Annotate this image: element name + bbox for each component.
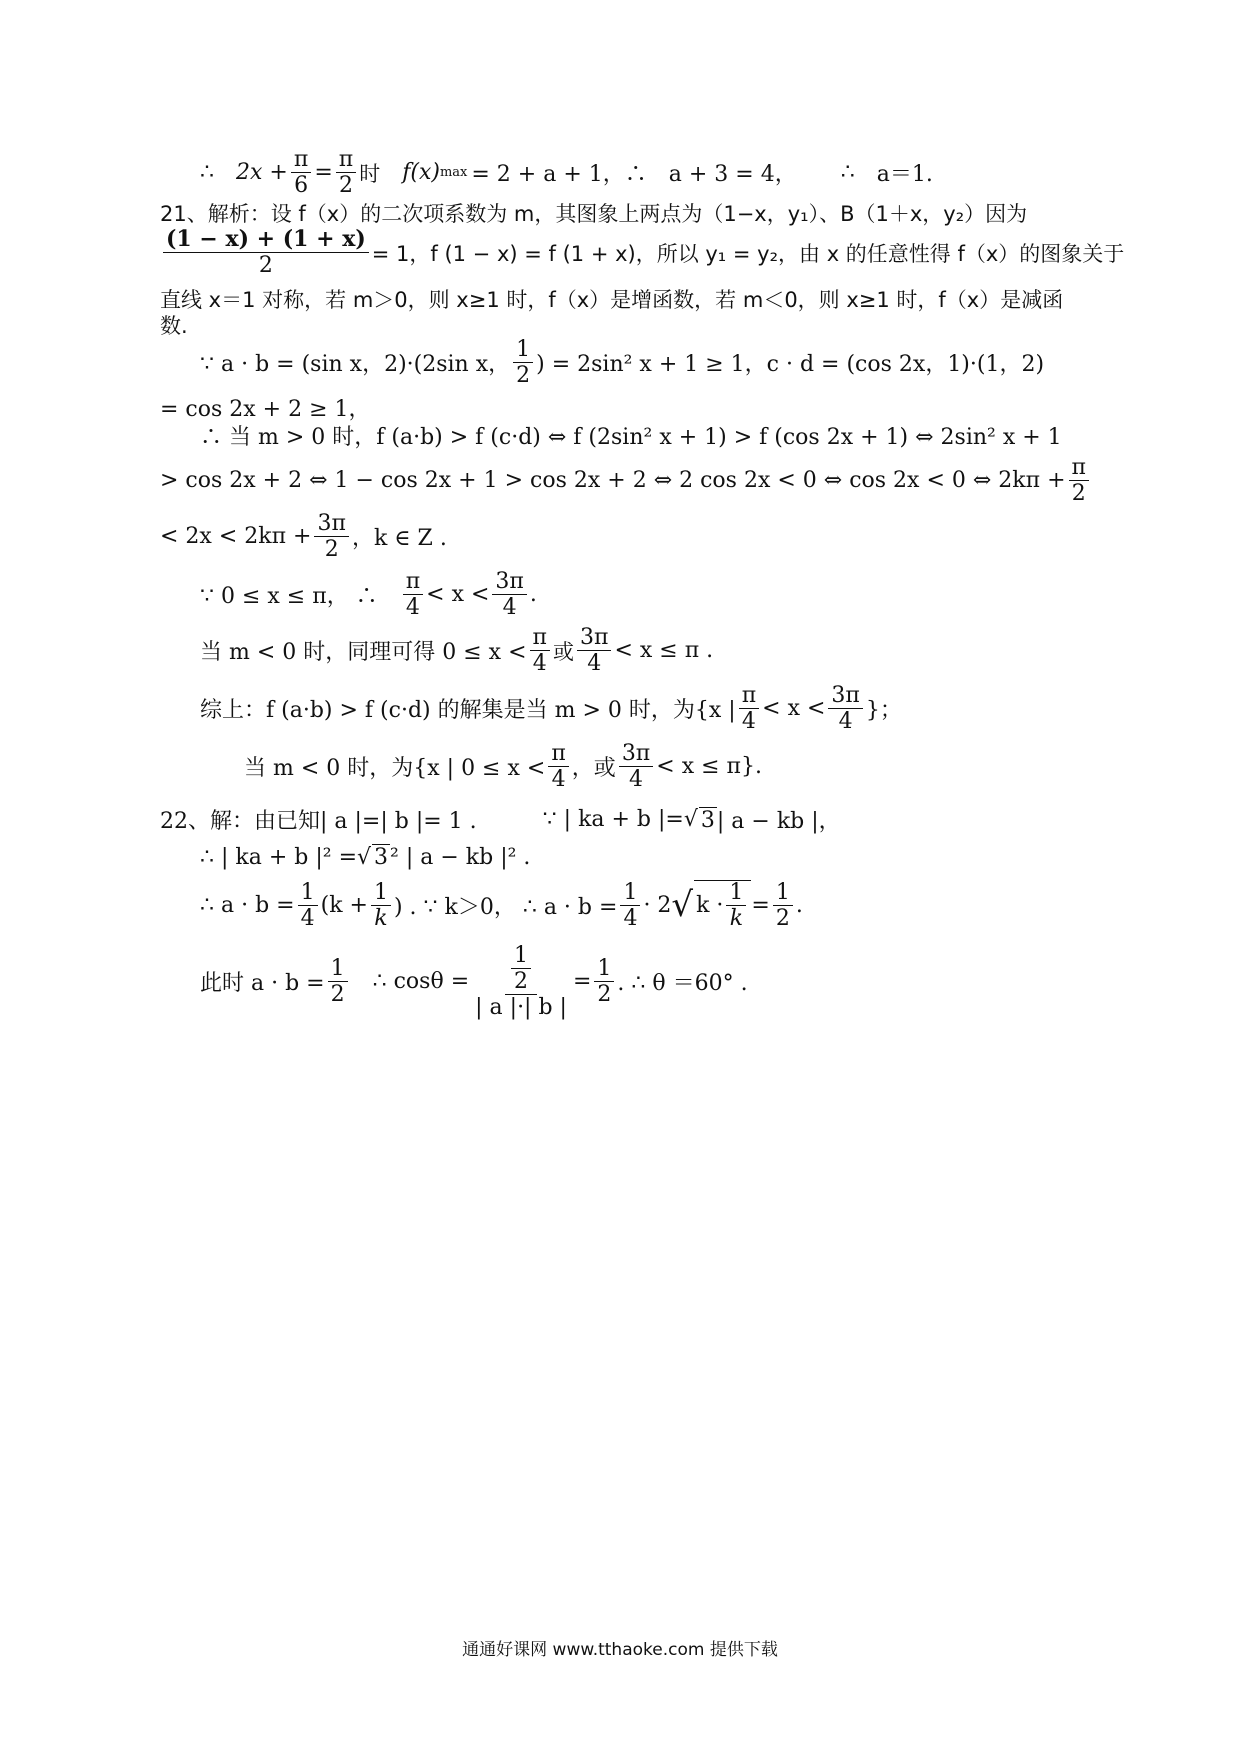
sqrt-content: 3 (700, 807, 715, 833)
p21-line-e (200, 338, 1044, 387)
expression: ∵ | ka + b |= (542, 807, 684, 832)
expression: a + 3 = 4， (668, 162, 797, 188)
fraction: $\frac{3\pi}{4}$ (619, 742, 653, 791)
fraction: $\frac{(1 - x) + (1 + x)}{2}$ (163, 228, 369, 277)
fraction: $\frac{3\pi}{4}$ (492, 570, 526, 619)
fraction: $\frac{1}{2}$ (513, 338, 533, 387)
fraction: $\frac{1}{2}$ (773, 881, 793, 930)
fraction: $\frac{1}{2}$ (328, 957, 348, 1006)
p21-line-h (160, 456, 1092, 505)
expression: ² | a − kb |² . (390, 844, 531, 870)
fraction: $\frac{1}{k}$ (371, 881, 391, 930)
text: 或 (552, 639, 574, 664)
fraction: $\frac{\pi}{4}$ (548, 742, 568, 791)
fraction: $\frac{1}{k}$ (726, 881, 746, 930)
expression: ，k ∈ Z . (351, 526, 447, 552)
p21-line-g (200, 420, 1062, 451)
p22-line-d (200, 944, 748, 1019)
line-1 (200, 148, 933, 197)
expression: = 2 + a + 1，∴ (471, 162, 647, 188)
expression: · 2 (643, 892, 672, 918)
expression: < x < (426, 582, 490, 608)
expression: 22、解：由已知| a |=| b |= 1 . (160, 809, 477, 834)
expression: > cos 2x + 2 ⇔ 1 − cos 2x + 1 > cos 2x + 2 ⇔ 2 cos 2x < 0 ⇔ cos 2x < 0 ⇔ 2kπ + (160, 468, 1066, 494)
expression: ∴ cosθ = (372, 969, 470, 995)
p21-line-b (160, 228, 1124, 277)
expression: ∵ 0 ≤ x ≤ π， ∴ (200, 584, 378, 610)
therefore-symbol: ∴ (840, 160, 855, 186)
expression: f(x) (402, 160, 440, 186)
expression: ∴ | ka + b |² = (200, 844, 357, 870)
fraction: $\frac{\pi}{4}$ (403, 570, 423, 619)
text: 数. (160, 314, 188, 338)
expression: 当 m < 0 时，同理可得 0 ≤ x < (200, 640, 527, 666)
p22-line-c (200, 880, 803, 930)
sqrt-content: 3 (374, 845, 389, 870)
sqrt-symbol: √ (671, 885, 694, 926)
fraction: $\frac{1}{4}$ (298, 881, 318, 930)
expression: ，或 (571, 756, 616, 782)
expression: ) . ∵ k＞0， ∴ a · b = (393, 894, 618, 920)
expression: ∴ 当 m > 0 时，f (a·b) > f (c·d) ⇔ f (2sin² x + 1) > f (cos 2x + 1) ⇔ 2sin² x + 1 (200, 425, 1062, 450)
expression: . (795, 892, 803, 918)
fraction: $\frac{\pi}{4}$ (739, 684, 759, 733)
expression: < 2x < 2kπ + (160, 524, 312, 550)
footer-text: 通通好课网 www.tthaoke.com 提供下载 (462, 1640, 778, 1660)
expression: (k + (320, 892, 368, 918)
expression: < x ≤ π . (614, 638, 714, 664)
fraction: $\frac{3\pi}{4}$ (828, 684, 862, 733)
text: 直线 x＝1 对称，若 m＞0，则 x≥1 时，f（x）是增函数，若 m＜0，则 x≥1 时，f（x）是减函 (160, 288, 1064, 312)
text: 21、解析：设 f（x）的二次项系数为 m，其图象上两点为（1−x，y₁）、B（1＋x，y₂）因为 (160, 202, 1028, 226)
compound-fraction: $\frac{\frac{1}{2}}{| a |\cdot| b |}$ (475, 943, 567, 1021)
p22-line-a (160, 804, 841, 835)
expression: = (751, 892, 770, 918)
sqrt-symbol: √ (357, 844, 372, 870)
p22-line-b (200, 844, 530, 870)
fraction: $\frac{3\pi}{4}$ (577, 626, 611, 675)
sqrt-symbol: √ (683, 807, 698, 832)
fraction: $\frac{1}{2}$ (594, 957, 614, 1006)
p21-line-f (160, 392, 371, 423)
text: 时 (359, 161, 381, 186)
fraction: $\frac{3\pi}{2}$ (314, 512, 348, 561)
p21-line-l (200, 684, 902, 733)
expression: 综上：f (a·b) > f (c·d) 的解集是当 m > 0 时，为{x | (200, 698, 736, 724)
p21-line-m (244, 742, 762, 791)
p21-line-j (200, 570, 537, 619)
expression: 当 m < 0 时，为{x | 0 ≤ x < (244, 756, 546, 782)
equals: = (314, 160, 333, 186)
expression: ∵ a · b = (sin x，2)·(2sin x， (200, 352, 511, 378)
fraction: $\frac{\pi}{6}$ (291, 148, 311, 197)
fraction: $\frac{\pi}{2}$ (336, 148, 356, 197)
expression: }； (865, 698, 902, 724)
expression: a＝1. (876, 162, 933, 188)
p21-line-c (160, 284, 1063, 314)
sqrt-content (694, 880, 751, 930)
text: = 1，f (1 − x) = f (1 + x)，所以 y₁ = y₂，由 x 的任意性得 f（x）的图象关于 (371, 241, 1125, 266)
fraction: $\frac{\pi}{4}$ (530, 626, 550, 675)
expression: = (572, 969, 592, 995)
expression: ∴ a · b = (200, 892, 295, 918)
p21-line-a (160, 198, 1027, 228)
fraction: $\frac{1}{4}$ (620, 881, 640, 930)
expression: 2x + (236, 160, 288, 186)
expression: k · (696, 893, 724, 919)
subscript: max (439, 165, 468, 181)
expression: . (529, 582, 537, 608)
expression: < x < (762, 696, 826, 722)
p21-line-i (160, 512, 447, 561)
expression: = cos 2x + 2 ≥ 1， (160, 397, 371, 422)
expression: | a − kb |， (716, 809, 841, 834)
fraction: $\frac{1}{2}$ (511, 944, 531, 993)
fraction: $\frac{\pi}{2}$ (1069, 456, 1089, 505)
expression: . ∴ θ ＝60° . (617, 971, 748, 997)
p21-line-d (160, 310, 188, 340)
p21-line-k (200, 626, 713, 675)
therefore-symbol: ∴ (200, 160, 214, 186)
expression: ) = 2sin² x + 1 ≥ 1，c · d = (cos 2x，1)·(1，2) (536, 352, 1045, 378)
expression: 此时 a · b = (200, 971, 325, 997)
expression: < x ≤ π}. (656, 754, 762, 780)
